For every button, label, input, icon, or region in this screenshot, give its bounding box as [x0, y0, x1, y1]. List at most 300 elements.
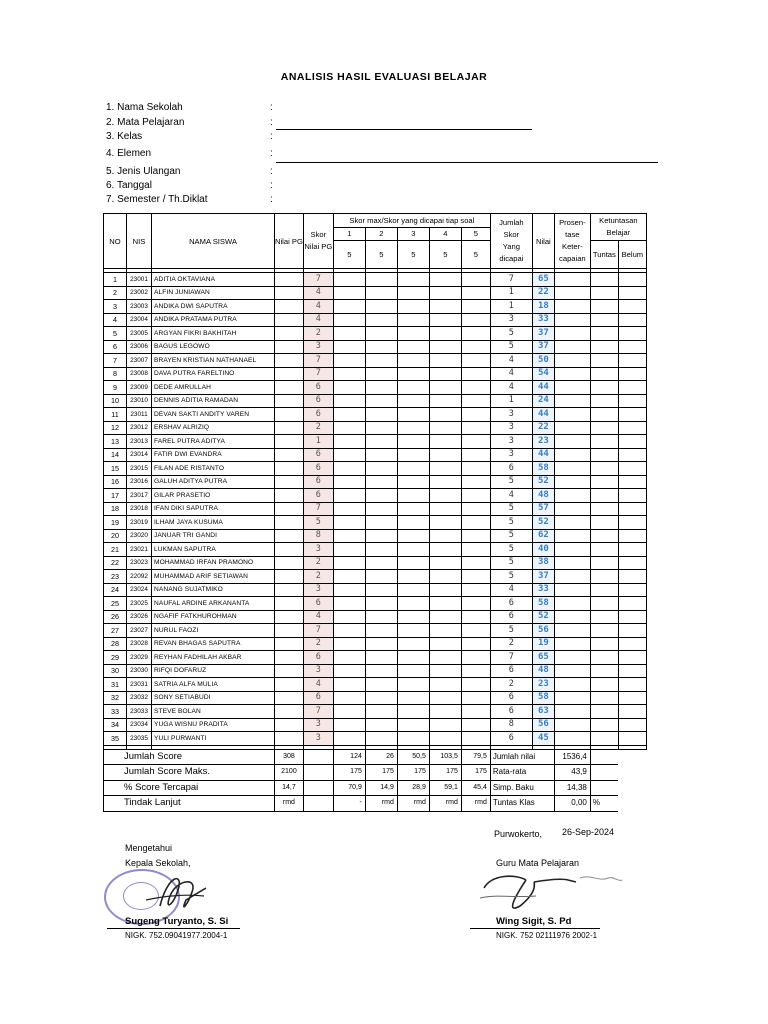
summary-stat-value: 0,00	[554, 796, 590, 812]
cell-soal-5	[461, 664, 490, 678]
cell-soal-2	[365, 705, 397, 719]
summary-soal-1: -	[333, 796, 365, 812]
cell-belum	[618, 583, 646, 597]
cell-nilai-pg	[275, 273, 304, 287]
cell-soal-4	[429, 273, 461, 287]
left-signer-name: Sugeng Turyanto, S. Si	[125, 916, 229, 927]
cell-nis: 22092	[127, 570, 152, 584]
cell-soal-5	[461, 408, 490, 422]
table-row	[104, 408, 647, 422]
cell-nilai-pg	[275, 340, 304, 354]
cell-soal-4	[429, 381, 461, 395]
cell-nilai: 18	[532, 300, 554, 314]
cell-soal-3	[397, 354, 429, 368]
cell-nis: 23004	[127, 313, 152, 327]
cell-soal-1	[333, 286, 365, 300]
cell-tuntas	[590, 502, 618, 516]
cell-belum	[618, 394, 646, 408]
cell-nilai-pg	[275, 570, 304, 584]
cell-soal-2	[365, 678, 397, 692]
cell-soal-3	[397, 435, 429, 449]
cell-nilai: 50	[532, 354, 554, 368]
cell-jumlah-skor: 2	[490, 678, 532, 692]
cell-prosentase	[554, 475, 590, 489]
cell-prosentase	[554, 381, 590, 395]
cell-skor-pg: 3	[303, 543, 333, 557]
cell-nama: DAVA PUTRA FARELTINO	[152, 367, 275, 381]
header-nis: NIS	[127, 214, 152, 269]
summary-pg: 2100	[275, 765, 304, 781]
field-tanggal	[106, 180, 273, 191]
cell-nis: 23026	[127, 610, 152, 624]
table-row	[104, 705, 647, 719]
cell-tuntas	[590, 340, 618, 354]
signature-place: Purwokerto,	[494, 829, 543, 839]
cell-belum	[618, 340, 646, 354]
cell-nis: 23002	[127, 286, 152, 300]
cell-belum	[618, 273, 646, 287]
summary-soal-1: 124	[333, 749, 365, 765]
cell-soal-1	[333, 489, 365, 503]
cell-soal-2	[365, 556, 397, 570]
cell-no: 25	[104, 597, 127, 611]
cell-skor-pg: 7	[303, 502, 333, 516]
cell-skor-pg: 3	[303, 583, 333, 597]
header-no: NO	[104, 214, 127, 269]
summary-stat-label: Simp. Baku	[490, 780, 554, 796]
cell-belum	[618, 286, 646, 300]
cell-soal-1	[333, 556, 365, 570]
cell-soal-2	[365, 448, 397, 462]
cell-nama: MUHAMMAD ARIF SETIAWAN	[152, 570, 275, 584]
summary-soal-4: 59,1	[429, 780, 461, 796]
cell-nis: 23011	[127, 408, 152, 422]
cell-soal-1	[333, 543, 365, 557]
cell-nama: DEVAN SAKTI ANDITY VAREN	[152, 408, 275, 422]
table-row	[104, 421, 647, 435]
cell-nama: NURUL FAOZI	[152, 624, 275, 638]
cell-nis: 23003	[127, 300, 152, 314]
cell-soal-5	[461, 543, 490, 557]
cell-no: 30	[104, 664, 127, 678]
cell-tuntas	[590, 651, 618, 665]
cell-prosentase	[554, 421, 590, 435]
cell-soal-2	[365, 583, 397, 597]
cell-soal-1	[333, 462, 365, 476]
header-prosen-line1: Prosen-	[559, 218, 586, 227]
cell-belum	[618, 570, 646, 584]
cell-nilai: 48	[532, 489, 554, 503]
header-belum: Belum	[618, 241, 646, 269]
cell-no: 15	[104, 462, 127, 476]
cell-jumlah-skor: 4	[490, 381, 532, 395]
header-ketuntasan: Ketuntasan Belajar	[590, 214, 646, 241]
cell-nilai-pg	[275, 448, 304, 462]
cell-soal-4	[429, 610, 461, 624]
table-row	[104, 327, 647, 341]
cell-nilai: 44	[532, 408, 554, 422]
summary-soal-4: 175	[429, 765, 461, 781]
cell-soal-5	[461, 691, 490, 705]
cell-tuntas	[590, 327, 618, 341]
cell-soal-2	[365, 732, 397, 746]
cell-soal-2	[365, 313, 397, 327]
cell-tuntas	[590, 313, 618, 327]
cell-soal-2	[365, 273, 397, 287]
cell-belum	[618, 475, 646, 489]
cell-nilai-pg	[275, 367, 304, 381]
cell-no: 19	[104, 516, 127, 530]
cell-nama: RIFQI DOFARUZ	[152, 664, 275, 678]
cell-soal-4	[429, 408, 461, 422]
cell-nilai: 37	[532, 340, 554, 354]
table-row	[104, 340, 647, 354]
cell-prosentase	[554, 394, 590, 408]
cell-soal-5	[461, 435, 490, 449]
cell-nama: REYHAN FADHILAH AKBAR	[152, 651, 275, 665]
summary-stat-label: Rata-rata	[490, 765, 554, 781]
cell-nilai: 65	[532, 273, 554, 287]
cell-nis: 23031	[127, 678, 152, 692]
cell-prosentase	[554, 367, 590, 381]
cell-soal-4	[429, 435, 461, 449]
cell-soal-4	[429, 597, 461, 611]
cell-jumlah-skor: 8	[490, 718, 532, 732]
summary-label: % Score Tercapai	[104, 780, 275, 796]
cell-nis: 23029	[127, 651, 152, 665]
cell-nilai: 63	[532, 705, 554, 719]
cell-soal-3	[397, 732, 429, 746]
cell-prosentase	[554, 678, 590, 692]
cell-no: 9	[104, 381, 127, 395]
cell-nilai-pg	[275, 462, 304, 476]
cell-belum	[618, 381, 646, 395]
cell-tuntas	[590, 421, 618, 435]
cell-prosentase	[554, 624, 590, 638]
cell-nilai-pg	[275, 732, 304, 746]
cell-soal-2	[365, 300, 397, 314]
summary-pg: 308	[275, 749, 304, 765]
summary-skor	[303, 796, 333, 812]
cell-skor-pg: 4	[303, 610, 333, 624]
summary-blank	[618, 765, 646, 781]
cell-skor-pg: 6	[303, 691, 333, 705]
cell-jumlah-skor: 5	[490, 529, 532, 543]
cell-soal-1	[333, 273, 365, 287]
summary-soal-5: rmd	[461, 796, 490, 812]
cell-jumlah-skor: 6	[490, 732, 532, 746]
cell-nama: BRAYEN KRISTIAN NATHANAEL	[152, 354, 275, 368]
table-row	[104, 637, 647, 651]
cell-soal-1	[333, 691, 365, 705]
cell-soal-4	[429, 300, 461, 314]
cell-nilai: 23	[532, 435, 554, 449]
header-soal-2: 2	[365, 227, 397, 241]
header-prosen-line3: Keter-	[562, 242, 583, 251]
cell-tuntas	[590, 475, 618, 489]
cell-soal-3	[397, 597, 429, 611]
cell-tuntas	[590, 556, 618, 570]
cell-soal-1	[333, 313, 365, 327]
cell-skor-pg: 2	[303, 556, 333, 570]
cell-soal-4	[429, 354, 461, 368]
cell-nilai: 24	[532, 394, 554, 408]
header-soal-1: 1	[333, 227, 365, 241]
cell-soal-5	[461, 502, 490, 516]
cell-soal-5	[461, 394, 490, 408]
cell-soal-3	[397, 624, 429, 638]
cell-jumlah-skor: 6	[490, 664, 532, 678]
cell-nilai: 52	[532, 516, 554, 530]
header-max-5: 5	[461, 241, 490, 269]
cell-soal-5	[461, 421, 490, 435]
cell-soal-2	[365, 691, 397, 705]
cell-soal-4	[429, 705, 461, 719]
cell-no: 13	[104, 435, 127, 449]
header-jumlah-line1: Jumlah	[499, 218, 524, 227]
cell-soal-3	[397, 502, 429, 516]
cell-soal-5	[461, 705, 490, 719]
cell-nilai-pg	[275, 489, 304, 503]
cell-soal-2	[365, 502, 397, 516]
cell-belum	[618, 462, 646, 476]
cell-nis: 23014	[127, 448, 152, 462]
cell-nilai-pg	[275, 475, 304, 489]
signature-mengetahui: Mengetahui	[125, 843, 173, 853]
header-nilai: Nilai	[532, 214, 554, 269]
cell-prosentase	[554, 570, 590, 584]
summary-stat-value: 14,38	[554, 780, 590, 796]
cell-soal-5	[461, 597, 490, 611]
cell-no: 29	[104, 651, 127, 665]
cell-skor-pg: 2	[303, 421, 333, 435]
header-prosen-line2: tase	[565, 230, 580, 239]
cell-nis: 23028	[127, 637, 152, 651]
summary-row	[104, 796, 647, 812]
cell-soal-1	[333, 637, 365, 651]
cell-nilai-pg	[275, 610, 304, 624]
table-row	[104, 381, 647, 395]
cell-no: 14	[104, 448, 127, 462]
cell-soal-2	[365, 529, 397, 543]
cell-nilai: 23	[532, 678, 554, 692]
header-nilai-pg: Nilai PG	[275, 214, 304, 269]
cell-prosentase	[554, 448, 590, 462]
cell-nilai-pg	[275, 300, 304, 314]
cell-jumlah-skor: 6	[490, 597, 532, 611]
cell-belum	[618, 327, 646, 341]
cell-nilai: 65	[532, 651, 554, 665]
cell-jumlah-skor: 5	[490, 556, 532, 570]
table-row	[104, 502, 647, 516]
cell-soal-2	[365, 570, 397, 584]
cell-nama: JANUAR TRI GANDI	[152, 529, 275, 543]
summary-soal-3: 50,5	[397, 749, 429, 765]
cell-nis: 23018	[127, 502, 152, 516]
cell-tuntas	[590, 286, 618, 300]
cell-soal-2	[365, 610, 397, 624]
cell-prosentase	[554, 502, 590, 516]
cell-tuntas	[590, 705, 618, 719]
cell-nilai-pg	[275, 637, 304, 651]
summary-soal-2: 14,9	[365, 780, 397, 796]
cell-tuntas	[590, 583, 618, 597]
cell-tuntas	[590, 408, 618, 422]
cell-soal-4	[429, 529, 461, 543]
left-signer-nip: NIGK. 752.09041977.2004-1	[125, 931, 228, 940]
cell-no: 2	[104, 286, 127, 300]
cell-jumlah-skor: 6	[490, 462, 532, 476]
cell-nis: 23012	[127, 421, 152, 435]
cell-skor-pg: 6	[303, 597, 333, 611]
cell-belum	[618, 529, 646, 543]
cell-no: 4	[104, 313, 127, 327]
table-row	[104, 543, 647, 557]
summary-soal-4: rmd	[429, 796, 461, 812]
cell-soal-4	[429, 286, 461, 300]
table-row	[104, 556, 647, 570]
cell-soal-3	[397, 691, 429, 705]
header-jumlah-line2: Skor	[503, 230, 520, 239]
cell-soal-3	[397, 300, 429, 314]
cell-soal-2	[365, 637, 397, 651]
cell-soal-4	[429, 556, 461, 570]
cell-nis: 23034	[127, 718, 152, 732]
field-label: 7. Semester / Th.Diklat	[106, 194, 208, 205]
cell-no: 10	[104, 394, 127, 408]
cell-nilai-pg	[275, 543, 304, 557]
cell-soal-1	[333, 664, 365, 678]
field-colon: :	[270, 102, 273, 113]
cell-soal-4	[429, 732, 461, 746]
cell-no: 18	[104, 502, 127, 516]
cell-prosentase	[554, 732, 590, 746]
cell-nis: 23019	[127, 516, 152, 530]
cell-nilai-pg	[275, 624, 304, 638]
cell-belum	[618, 313, 646, 327]
field-colon: :	[270, 194, 273, 205]
cell-prosentase	[554, 718, 590, 732]
cell-nama: ANDIKA DWI SAPUTRA	[152, 300, 275, 314]
cell-tuntas	[590, 597, 618, 611]
cell-soal-4	[429, 367, 461, 381]
table-row	[104, 489, 647, 503]
field-label: 5. Jenis Ulangan	[106, 166, 181, 177]
table-row	[104, 516, 647, 530]
summary-stat-value: 1536,4	[554, 749, 590, 765]
cell-nama: ILHAM JAYA KUSUMA	[152, 516, 275, 530]
cell-prosentase	[554, 286, 590, 300]
cell-prosentase	[554, 327, 590, 341]
cell-prosentase	[554, 313, 590, 327]
cell-skor-pg: 8	[303, 529, 333, 543]
cell-nis: 23025	[127, 597, 152, 611]
table-row	[104, 691, 647, 705]
table-row	[104, 286, 647, 300]
cell-nis: 23024	[127, 583, 152, 597]
cell-no: 11	[104, 408, 127, 422]
cell-nis: 23009	[127, 381, 152, 395]
cell-nama: SATRIA ALFA MULIA	[152, 678, 275, 692]
cell-nis: 23020	[127, 529, 152, 543]
cell-tuntas	[590, 516, 618, 530]
cell-soal-1	[333, 705, 365, 719]
cell-skor-pg: 2	[303, 570, 333, 584]
header-nama-siswa: NAMA SISWA	[152, 214, 275, 269]
left-signer-rule	[107, 928, 240, 929]
cell-soal-1	[333, 475, 365, 489]
cell-no: 35	[104, 732, 127, 746]
signature-kepala-sekolah: Kepala Sekolah,	[125, 858, 191, 868]
cell-nama: LUKMAN SAPUTRA	[152, 543, 275, 557]
cell-nis: 23017	[127, 489, 152, 503]
cell-no: 5	[104, 327, 127, 341]
cell-jumlah-skor: 5	[490, 624, 532, 638]
cell-prosentase	[554, 610, 590, 624]
cell-belum	[618, 543, 646, 557]
cell-soal-4	[429, 340, 461, 354]
cell-jumlah-skor: 6	[490, 705, 532, 719]
cell-soal-1	[333, 570, 365, 584]
field-jenis-ulangan	[106, 166, 273, 177]
cell-soal-4	[429, 570, 461, 584]
cell-nama: REVAN BHAGAS SAPUTRA	[152, 637, 275, 651]
cell-soal-3	[397, 651, 429, 665]
student-rows	[104, 273, 647, 746]
table-row	[104, 610, 647, 624]
cell-soal-4	[429, 583, 461, 597]
cell-belum	[618, 637, 646, 651]
cell-soal-5	[461, 327, 490, 341]
cell-soal-2	[365, 354, 397, 368]
cell-prosentase	[554, 651, 590, 665]
cell-no: 33	[104, 705, 127, 719]
cell-jumlah-skor: 5	[490, 327, 532, 341]
cell-soal-3	[397, 570, 429, 584]
cell-soal-4	[429, 678, 461, 692]
cell-tuntas	[590, 448, 618, 462]
cell-prosentase	[554, 340, 590, 354]
cell-soal-1	[333, 651, 365, 665]
summary-label: Jumlah Score	[104, 749, 275, 765]
cell-nilai: 52	[532, 610, 554, 624]
summary-row	[104, 765, 647, 781]
summary-soal-4: 103,5	[429, 749, 461, 765]
cell-soal-3	[397, 718, 429, 732]
cell-no: 21	[104, 543, 127, 557]
cell-nilai: 57	[532, 502, 554, 516]
cell-belum	[618, 678, 646, 692]
cell-tuntas	[590, 664, 618, 678]
cell-nilai-pg	[275, 718, 304, 732]
cell-nama: GILAR PRASETIO	[152, 489, 275, 503]
summary-soal-3: rmd	[397, 796, 429, 812]
field-elemen	[106, 148, 273, 159]
cell-soal-3	[397, 610, 429, 624]
cell-belum	[618, 421, 646, 435]
cell-nilai: 19	[532, 637, 554, 651]
cell-prosentase	[554, 462, 590, 476]
cell-tuntas	[590, 354, 618, 368]
field-label: 2. Mata Pelajaran	[106, 117, 185, 128]
cell-soal-2	[365, 651, 397, 665]
field-colon: :	[270, 166, 273, 177]
cell-jumlah-skor: 6	[490, 610, 532, 624]
cell-prosentase	[554, 516, 590, 530]
field-colon: :	[270, 131, 273, 142]
cell-nilai: 38	[532, 556, 554, 570]
field-label: 6. Tanggal	[106, 180, 152, 191]
